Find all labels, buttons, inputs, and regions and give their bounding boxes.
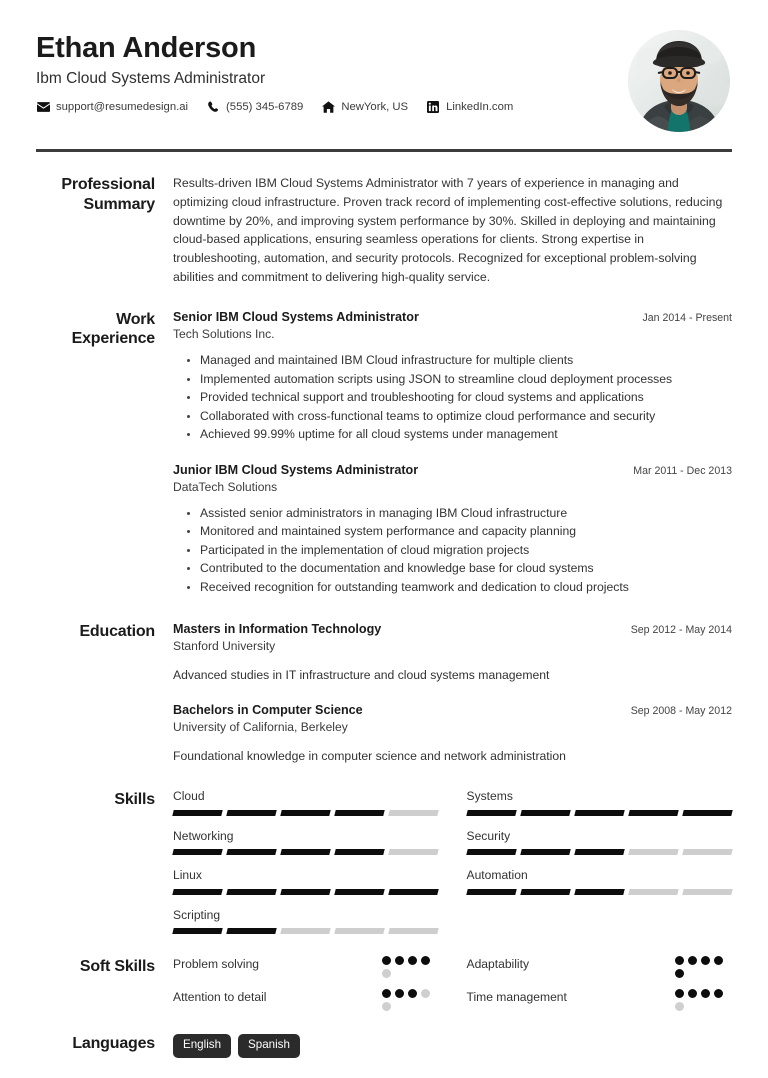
experience-bullet-list xyxy=(173,504,732,597)
skill-level-segment xyxy=(172,928,223,934)
soft-skill-item xyxy=(173,956,439,978)
skill-level-segment xyxy=(389,810,440,816)
education-date: Sep 2012 - May 2014 xyxy=(630,623,732,636)
list-item: Collaborated with cross-functional teams to optimize cloud performance and security xyxy=(200,407,732,426)
skill-level-segment xyxy=(574,849,625,855)
contact-email-text: support@resumedesign.ai xyxy=(56,101,189,114)
skills-grid xyxy=(173,789,732,934)
experience-entry xyxy=(173,309,732,444)
skill-level-segment xyxy=(628,810,679,816)
summary-text: Results-driven IBM Cloud Systems Administrator with 7 years of experience in managing and optimizing cloud infrastructure. Proven track record of implementing cost-effective solutions, reducing downtime by 20%, and improving system performance by 30%. Skilled in deploying and maintaining cloud-based applications, ensuring seamless operations for clients. Strong expertise in troubleshooting, automation, and security protocols. Recognized for exceptional problem-solving abilities and commitment to delivering high-quality service. xyxy=(173,176,723,285)
education-body xyxy=(173,621,732,768)
skill-level-segment xyxy=(335,889,386,895)
section-education xyxy=(36,621,732,768)
skill-level-segment xyxy=(335,849,386,855)
section-work-experience xyxy=(36,309,732,599)
skill-level-segment xyxy=(682,849,733,855)
list-item: Received recognition for outstanding teamwork and dedication to cloud projects xyxy=(200,578,732,597)
rating-dot xyxy=(675,989,684,998)
rating-dot xyxy=(382,969,391,978)
section-soft-skills xyxy=(36,956,732,1011)
education-degree: Bachelors in Computer Science xyxy=(173,702,363,717)
education-entry-head xyxy=(173,702,732,718)
header-identity xyxy=(36,30,531,114)
header-divider xyxy=(36,149,732,152)
skill-level-segment xyxy=(335,928,386,934)
skill-level-bar xyxy=(173,849,439,855)
rating-dot xyxy=(408,989,417,998)
rating-dot xyxy=(395,989,404,998)
skill-name: Cloud xyxy=(173,789,205,804)
soft-skill-name: Attention to detail xyxy=(173,990,267,1005)
skill-name: Automation xyxy=(466,868,528,883)
skill-level-segment xyxy=(172,810,223,816)
skill-name: Linux xyxy=(173,868,202,883)
rating-dot xyxy=(675,969,684,978)
page-title: Ethan Anderson xyxy=(36,32,257,64)
rating-dot xyxy=(688,956,697,965)
soft-skill-rating-dots xyxy=(382,956,439,978)
skill-level-bar xyxy=(173,889,439,895)
contact-linkedin[interactable] xyxy=(426,101,513,114)
skill-level-segment xyxy=(466,889,517,895)
skill-level-bar xyxy=(467,849,733,855)
list-item: Managed and maintained IBM Cloud infrastructure for multiple clients xyxy=(200,351,732,370)
list-item: Monitored and maintained system performance and capacity planning xyxy=(200,522,732,541)
skill-level-segment xyxy=(389,928,440,934)
phone-icon xyxy=(206,101,220,114)
resume-header xyxy=(0,0,768,132)
list-item: Contributed to the documentation and knowledge base for cloud systems xyxy=(200,559,732,578)
skill-item xyxy=(173,789,439,816)
skill-item xyxy=(467,789,733,816)
skill-level-segment xyxy=(389,889,440,895)
education-entry xyxy=(173,702,732,765)
experience-job-title: Junior IBM Cloud Systems Administrator xyxy=(173,462,419,477)
skill-level-bar xyxy=(467,810,733,816)
experience-date: Jan 2014 - Present xyxy=(642,311,732,324)
skill-level-segment xyxy=(574,889,625,895)
education-description: Advanced studies in IT infrastructure and cloud systems management xyxy=(173,667,550,682)
contact-location-text: NewYork, US xyxy=(341,101,409,114)
experience-body xyxy=(173,309,732,599)
skill-name: Scripting xyxy=(173,907,221,922)
rating-dot xyxy=(714,956,723,965)
rating-dot xyxy=(382,1002,391,1011)
rating-dot xyxy=(675,1002,684,1011)
section-label-soft-skills: Soft Skills xyxy=(79,958,155,976)
skill-level-segment xyxy=(628,849,679,855)
linkedin-icon xyxy=(426,101,440,114)
skill-level-bar xyxy=(173,928,439,934)
skill-level-segment xyxy=(520,810,571,816)
skill-level-segment xyxy=(335,810,386,816)
skill-item xyxy=(173,908,439,935)
soft-skill-rating-dots xyxy=(382,989,439,1011)
soft-skills-column-right xyxy=(467,956,733,1011)
experience-company: DataTech Solutions xyxy=(173,480,278,495)
soft-skills-column-left xyxy=(173,956,439,1011)
education-entry xyxy=(173,621,732,684)
skill-level-segment xyxy=(280,928,331,934)
section-languages xyxy=(36,1033,732,1057)
soft-skill-name: Adaptability xyxy=(466,957,530,972)
skill-item xyxy=(173,868,439,895)
section-label-summary: Professional Summary xyxy=(61,176,155,213)
rating-dot xyxy=(421,989,430,998)
rating-dot xyxy=(395,956,404,965)
skill-item xyxy=(173,829,439,856)
rating-dot xyxy=(701,956,710,965)
skills-column-right xyxy=(467,789,733,934)
home-icon xyxy=(321,101,335,114)
experience-entry-head xyxy=(173,462,732,478)
skill-level-bar xyxy=(173,810,439,816)
rating-dot xyxy=(382,989,391,998)
rating-dot xyxy=(675,956,684,965)
education-entry-head xyxy=(173,621,732,637)
avatar-photo xyxy=(628,30,730,132)
rating-dot xyxy=(408,956,417,965)
resume-body xyxy=(0,174,768,1058)
list-item: Provided technical support and troubleshooting for cloud systems and applications xyxy=(200,388,732,407)
skill-level-segment xyxy=(226,928,277,934)
soft-skills-grid xyxy=(173,956,732,1011)
avatar xyxy=(628,30,730,132)
job-title: Ibm Cloud Systems Administrator xyxy=(36,70,266,88)
soft-skill-name: Problem solving xyxy=(173,957,260,972)
skill-level-segment xyxy=(520,889,571,895)
contact-email[interactable] xyxy=(36,101,188,114)
contact-linkedin-text: LinkedIn.com xyxy=(446,101,514,114)
skill-level-segment xyxy=(172,849,223,855)
education-school: University of California, Berkeley xyxy=(173,720,348,735)
list-item: Participated in the implementation of cloud migration projects xyxy=(200,541,732,560)
languages-body xyxy=(173,1033,732,1057)
skill-level-segment xyxy=(682,889,733,895)
skill-item xyxy=(467,868,733,895)
contact-location[interactable] xyxy=(321,101,408,114)
skill-level-segment xyxy=(226,849,277,855)
skill-name: Security xyxy=(466,828,511,843)
section-label-experience: Work Experience xyxy=(71,310,155,348)
rating-dot xyxy=(382,956,391,965)
contact-phone[interactable] xyxy=(206,101,303,114)
skill-level-segment xyxy=(466,810,517,816)
skill-level-segment xyxy=(466,849,517,855)
section-skills xyxy=(36,789,732,934)
skills-body xyxy=(173,789,732,934)
language-pill: Spanish xyxy=(238,1034,300,1057)
list-item: Achieved 99.99% uptime for all cloud systems under management xyxy=(200,425,732,444)
language-pill: English xyxy=(173,1034,231,1057)
summary-body xyxy=(173,174,732,287)
skill-level-segment xyxy=(280,810,331,816)
email-icon xyxy=(36,101,50,114)
education-school: Stanford University xyxy=(173,638,276,653)
soft-skill-name: Time management xyxy=(466,990,567,1005)
list-item: Implemented automation scripts using JSON to streamline cloud deployment processes xyxy=(200,370,732,389)
soft-skill-rating-dots xyxy=(675,989,732,1011)
section-professional-summary xyxy=(36,174,732,287)
soft-skills-body xyxy=(173,956,732,1011)
skill-level-segment xyxy=(628,889,679,895)
soft-skill-item xyxy=(467,956,733,978)
skill-name: Networking xyxy=(173,828,234,843)
rating-dot xyxy=(714,989,723,998)
experience-entry xyxy=(173,462,732,597)
skill-level-segment xyxy=(172,889,223,895)
skills-column-left xyxy=(173,789,439,934)
education-date: Sep 2008 - May 2012 xyxy=(630,704,732,717)
experience-company: Tech Solutions Inc. xyxy=(173,327,275,342)
rating-dot xyxy=(688,989,697,998)
list-item: Assisted senior administrators in managing IBM Cloud infrastructure xyxy=(200,504,732,523)
skill-level-bar xyxy=(467,889,733,895)
experience-job-title: Senior IBM Cloud Systems Administrator xyxy=(173,309,419,324)
skill-level-segment xyxy=(280,849,331,855)
section-label-education: Education xyxy=(79,622,155,640)
skill-item xyxy=(467,829,733,856)
section-label-languages: Languages xyxy=(72,1035,155,1053)
experience-date: Mar 2011 - Dec 2013 xyxy=(633,464,732,477)
education-degree: Masters in Information Technology xyxy=(173,621,382,636)
contact-phone-text: (555) 345-6789 xyxy=(226,101,304,114)
education-description: Foundational knowledge in computer science and network administration xyxy=(173,748,566,763)
soft-skill-item xyxy=(173,989,439,1011)
skill-name: Systems xyxy=(466,789,513,804)
language-pill-row xyxy=(173,1033,732,1057)
soft-skill-item xyxy=(467,989,733,1011)
skill-level-segment xyxy=(280,889,331,895)
experience-bullet-list xyxy=(173,351,732,444)
skill-level-segment xyxy=(682,810,733,816)
rating-dot xyxy=(701,989,710,998)
skill-level-segment xyxy=(520,849,571,855)
soft-skill-rating-dots xyxy=(675,956,732,978)
skill-level-segment xyxy=(574,810,625,816)
rating-dot xyxy=(421,956,430,965)
skill-level-segment xyxy=(226,889,277,895)
contact-row xyxy=(36,101,531,114)
skill-level-segment xyxy=(226,810,277,816)
skill-level-segment xyxy=(389,849,440,855)
section-label-skills: Skills xyxy=(114,791,155,809)
experience-entry-head xyxy=(173,309,732,325)
